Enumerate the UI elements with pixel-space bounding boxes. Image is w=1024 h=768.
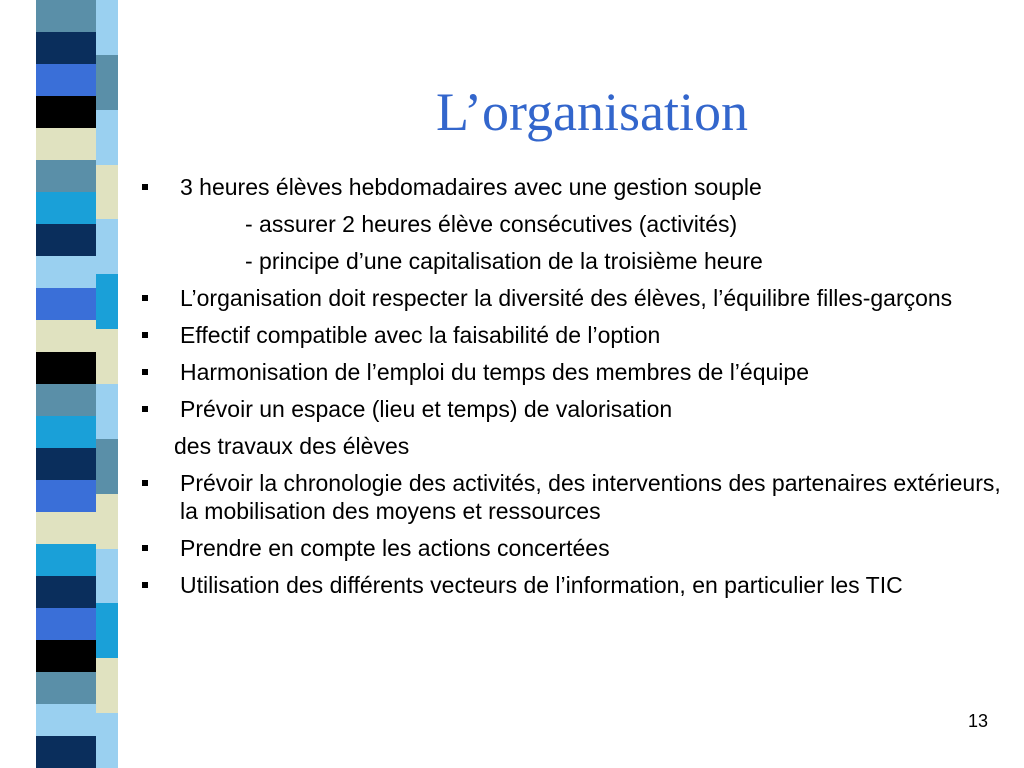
strip-main-block xyxy=(36,224,96,256)
square-bullet-icon xyxy=(142,480,148,486)
strip-main-block xyxy=(36,448,96,480)
bullet-text: Prendre en compte les actions concertées xyxy=(180,535,610,561)
strip-main-column xyxy=(36,0,96,768)
bullet-text: Utilisation des différents vecteurs de l’information, en particulier les TIC xyxy=(180,572,903,598)
bullet-text: L’organisation doit respecter la diversité des élèves, l’équilibre filles-garçons xyxy=(180,285,953,311)
strip-edge-column xyxy=(96,0,118,768)
strip-main-block xyxy=(36,512,96,544)
bullet-item xyxy=(140,321,1010,349)
strip-main-block xyxy=(36,640,96,672)
bullet-item xyxy=(140,358,1010,386)
strip-edge-block xyxy=(96,713,118,768)
strip-edge-block xyxy=(96,55,118,110)
square-bullet-icon xyxy=(142,369,148,375)
strip-main-block xyxy=(36,608,96,640)
strip-edge-block xyxy=(96,603,118,658)
square-bullet-icon xyxy=(142,545,148,551)
strip-main-block xyxy=(36,160,96,192)
strip-main-block xyxy=(36,576,96,608)
bullet-text: Prévoir un espace (lieu et temps) de valorisation xyxy=(180,396,673,422)
strip-main-block xyxy=(36,384,96,416)
strip-edge-block xyxy=(96,439,118,494)
strip-edge-block xyxy=(96,110,118,165)
strip-main-block xyxy=(36,320,96,352)
slide-content xyxy=(140,173,1010,608)
strip-edge-block xyxy=(96,384,118,439)
bullet-item xyxy=(140,571,1010,599)
square-bullet-icon xyxy=(142,295,148,301)
strip-edge-block xyxy=(96,219,118,274)
strip-edge-block xyxy=(96,494,118,549)
sub-item: - principe d’une capitalisation de la troisième heure xyxy=(245,248,763,274)
bullet-text: 3 heures élèves hebdomadaires avec une gestion souple xyxy=(180,174,762,200)
bullet-item xyxy=(140,469,1010,525)
strip-main-block xyxy=(36,736,96,768)
slide-title: L’organisation xyxy=(436,82,748,142)
square-bullet-icon xyxy=(142,184,148,190)
square-bullet-icon xyxy=(142,406,148,412)
bullet-text: Prévoir la chronologie des activités, des interventions des partenaires extérieurs, la mobilisation des moyens et ressources xyxy=(180,470,1001,524)
strip-outer-column xyxy=(0,0,36,768)
strip-main-block xyxy=(36,32,96,64)
strip-main-block xyxy=(36,128,96,160)
square-bullet-icon xyxy=(142,332,148,338)
strip-main-block xyxy=(36,0,96,32)
strip-main-block xyxy=(36,416,96,448)
strip-main-block xyxy=(36,192,96,224)
bullet-item xyxy=(140,395,1010,423)
strip-edge-block xyxy=(96,0,118,55)
strip-main-block xyxy=(36,352,96,384)
strip-main-block xyxy=(36,64,96,96)
bullet-item xyxy=(140,284,1010,312)
strip-main-block xyxy=(36,544,96,576)
square-bullet-icon xyxy=(142,582,148,588)
bullet-text: Harmonisation de l’emploi du temps des membres de l’équipe xyxy=(180,359,809,385)
strip-edge-block xyxy=(96,274,118,329)
bullet-item xyxy=(140,173,1010,201)
strip-edge-block xyxy=(96,165,118,220)
bullet-text: Effectif compatible avec la faisabilité de l’option xyxy=(180,322,661,348)
strip-main-block xyxy=(36,704,96,736)
bullet-item xyxy=(140,534,1010,562)
strip-main-block xyxy=(36,256,96,288)
strip-main-block xyxy=(36,96,96,128)
strip-main-block xyxy=(36,672,96,704)
continuation-line: des travaux des élèves xyxy=(174,433,410,459)
strip-main-block xyxy=(36,480,96,512)
strip-edge-block xyxy=(96,329,118,384)
strip-main-block xyxy=(36,288,96,320)
strip-edge-block xyxy=(96,549,118,604)
strip-edge-block xyxy=(96,658,118,713)
decorative-strip xyxy=(0,0,118,768)
sub-item: - assurer 2 heures élève consécutives (activités) xyxy=(245,211,738,237)
page-number: 13 xyxy=(967,711,988,731)
